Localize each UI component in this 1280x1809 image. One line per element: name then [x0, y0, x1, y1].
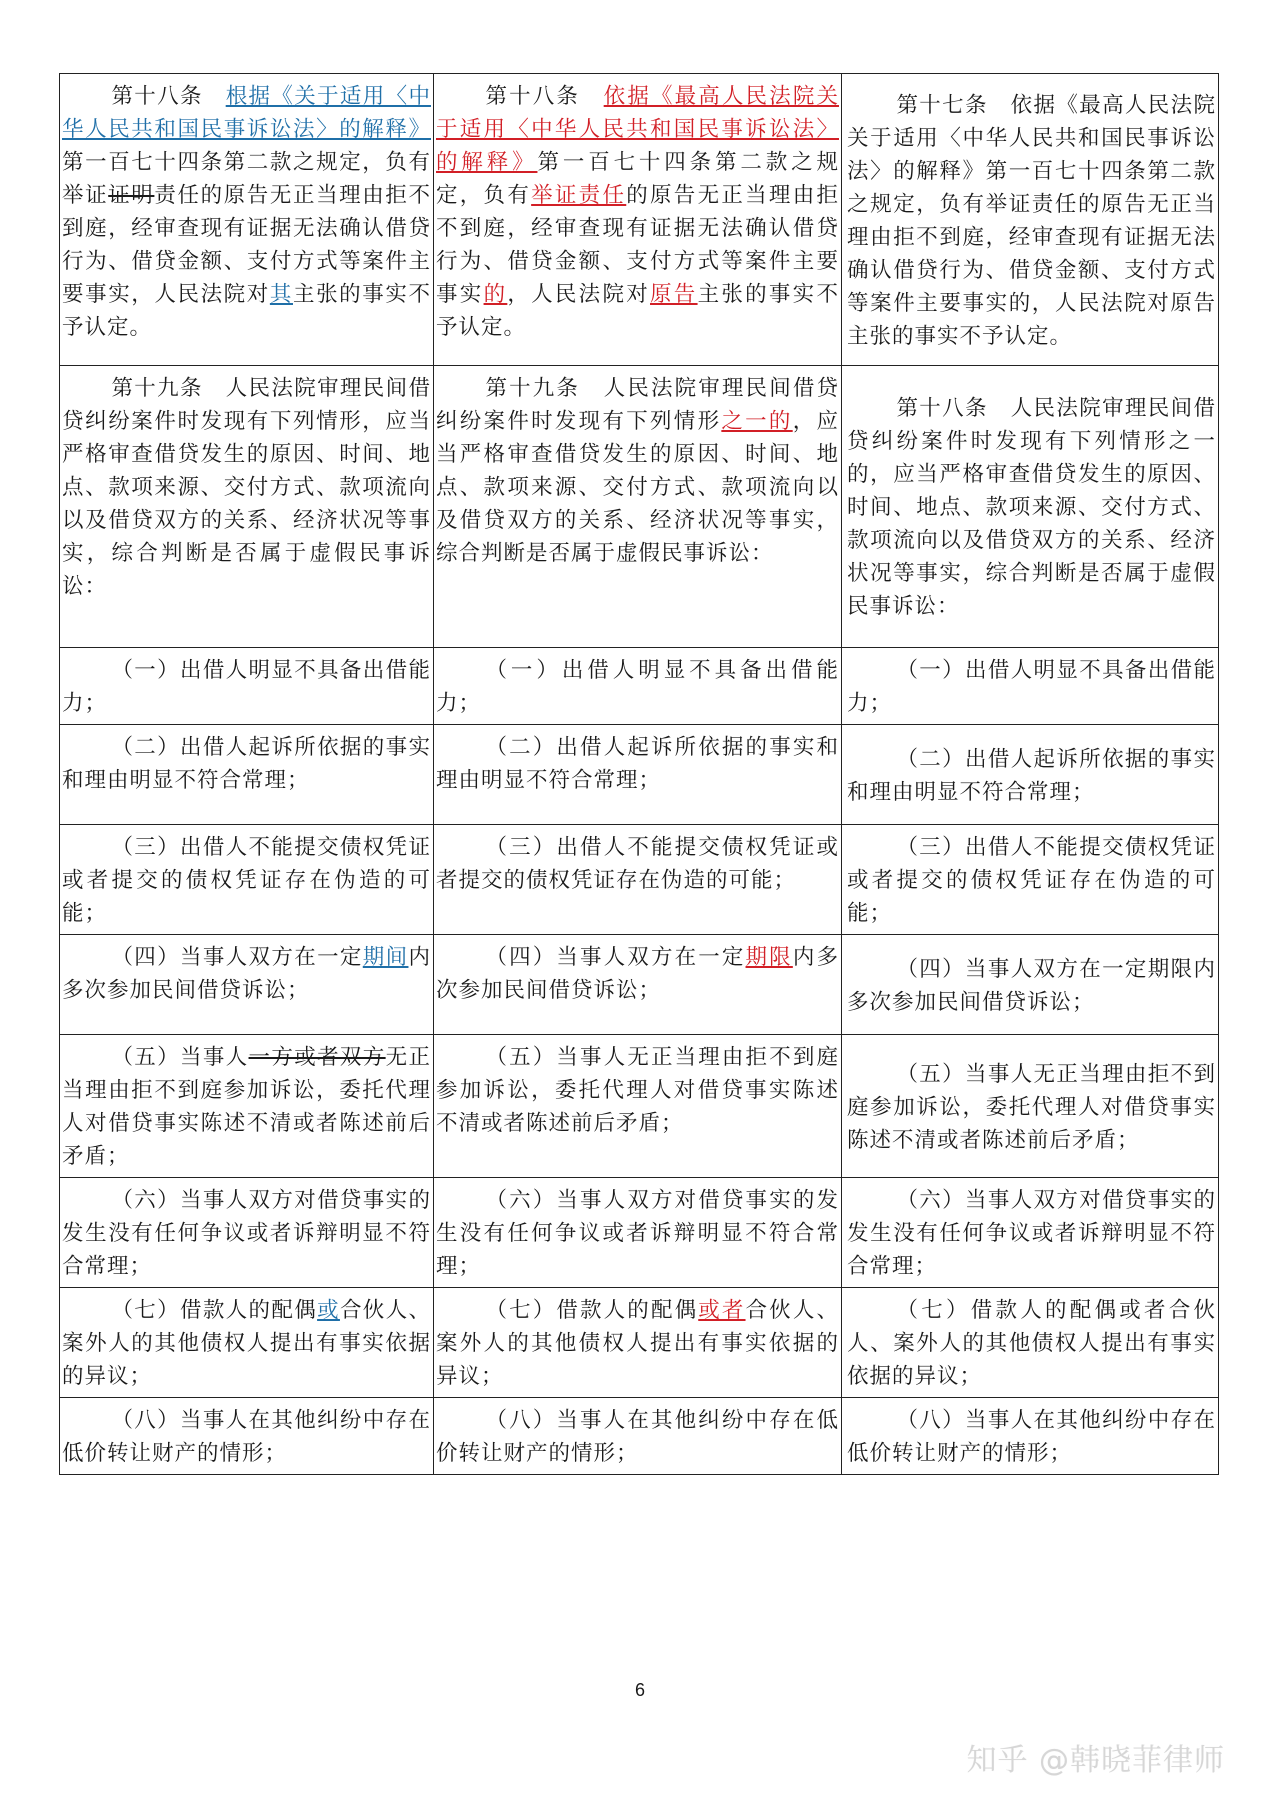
old-draft-cell [60, 1178, 434, 1288]
revised-cell [434, 1398, 842, 1475]
revised-cell [434, 935, 842, 1035]
text-segment-red: 举证责任 [531, 183, 627, 208]
final-text-cell [842, 1288, 1219, 1398]
text-segment: 第十九条 人民法院审理民间借贷纠纷案件时发现有下列情形 [436, 376, 839, 434]
old-draft-cell [60, 648, 434, 725]
old-draft-cell [60, 1288, 434, 1398]
table-row [60, 366, 1219, 648]
old-draft-cell [60, 1035, 434, 1178]
final-text-cell [842, 74, 1219, 366]
text-segment: 第十八条 [485, 84, 604, 109]
text-segment: （五）当事人无正当理由拒不到庭参加诉讼，委托代理人对借贷事实陈述不清或者陈述前后矛盾； [847, 1061, 1216, 1153]
revised-cell [434, 825, 842, 935]
text-segment: 责任的原告无正当理由拒不到庭，经审查现有证据无法确认借贷行为、借贷金额、支付方式等案件主要事实，人民法院对 [62, 183, 431, 307]
final-text-cell [842, 366, 1219, 648]
text-segment: （六）当事人双方对借贷事实的发生没有任何争议或者诉辩明显不符合常理； [847, 1188, 1216, 1279]
text-segment: （一）出借人明显不具备出借能力； [436, 658, 839, 716]
text-segment-strike: 证明 [108, 183, 155, 208]
table-row [60, 825, 1219, 935]
old-draft-cell [60, 366, 434, 648]
text-segment: （四）当事人双方在一定 [485, 945, 746, 970]
text-segment: （四）当事人双方在一定 [111, 945, 363, 970]
final-text-cell [842, 725, 1219, 825]
text-segment: （六）当事人双方对借贷事实的发生没有任何争议或者诉辩明显不符合常理； [436, 1188, 839, 1279]
table-row [60, 935, 1219, 1035]
text-segment-red: 原告 [650, 282, 698, 307]
text-segment: （二）出借人起诉所依据的事实和理由明显不符合常理； [436, 735, 839, 793]
table-row [60, 1398, 1219, 1475]
text-segment-red: 的 [483, 282, 508, 307]
old-draft-cell [60, 935, 434, 1035]
text-segment: 合伙人、案外人的其他债权人提出有事实依据的异议； [62, 1298, 431, 1389]
final-text-cell [842, 825, 1219, 935]
text-segment: ，人民法院对 [507, 282, 651, 307]
text-segment: （三）出借人不能提交债权凭证或者提交的债权凭证存在伪造的可能； [62, 835, 431, 926]
text-segment: 第十七条 依据《最高人民法院关于适用〈中华人民共和国民事诉讼法〉的解释》第一百七十四条第二款之规定，负有举证责任的原告无正当理由拒不到庭，经审查现有证据无法确认借贷行为、借贷金额、支付方式等案件主要事实的，人民法院对原告主张的事实不予认定。 [847, 92, 1216, 349]
text-segment: （四）当事人双方在一定期限内多次参加民间借贷诉讼； [847, 956, 1216, 1015]
text-segment: （一）出借人明显不具备出借能力； [847, 658, 1216, 716]
text-segment: 的原告无正当理由拒不到庭，经审查现有证据无法确认借贷行为、借贷金额、支付方式等案件主要事实 [436, 183, 839, 307]
text-segment-red: 或者 [698, 1298, 746, 1323]
table-row [60, 1035, 1219, 1178]
final-text-cell [842, 935, 1219, 1035]
text-segment: 第十八条 [111, 84, 226, 109]
text-segment: （五）当事人无正当理由拒不到庭参加诉讼，委托代理人对借贷事实陈述不清或者陈述前后矛盾； [436, 1045, 839, 1136]
old-draft-cell [60, 1398, 434, 1475]
table-row [60, 74, 1219, 366]
comparison-table [59, 73, 1219, 1475]
text-segment: 第一百七十四条第二款之规定，负有 [436, 150, 839, 208]
final-text-cell [842, 1178, 1219, 1288]
text-segment: 第十八条 人民法院审理民间借贷纠纷案件时发现有下列情形之一的，应当严格审查借贷发生的原因、时间、地点、款项来源、交付方式、款项流向以及借贷双方的关系、经济状况等事实，综合判断是否属于虚假民事诉讼： [847, 396, 1216, 619]
text-segment: （六）当事人双方对借贷事实的发生没有任何争议或者诉辩明显不符合常理； [62, 1188, 431, 1279]
text-segment-blue: 其 [269, 282, 293, 307]
text-segment: 内多次参加民间借贷诉讼； [62, 945, 431, 1003]
text-segment: 第十九条 人民法院审理民间借贷纠纷案件时发现有下列情形，应当严格审查借贷发生的原因、时间、地点、款项来源、交付方式、款项流向以及借贷双方的关系、经济状况等事实，综合判断是否属于虚假民事诉讼： [62, 376, 431, 599]
revised-cell [434, 648, 842, 725]
old-draft-cell [60, 74, 434, 366]
revised-cell [434, 1288, 842, 1398]
text-segment: 内多次参加民间借贷诉讼； [436, 945, 839, 1003]
final-text-cell [842, 1398, 1219, 1475]
text-segment: （七）借款人的配偶 [485, 1298, 699, 1323]
text-segment: （五）当事人 [111, 1045, 249, 1070]
text-segment: （一）出借人明显不具备出借能力； [62, 658, 431, 716]
watermark: 知乎 @韩晓菲律师 [966, 1743, 1225, 1778]
revised-cell [434, 74, 842, 366]
final-text-cell [842, 1035, 1219, 1178]
page-number: 6 [634, 1680, 645, 1700]
text-segment-red: 期限 [745, 945, 793, 970]
revised-cell [434, 366, 842, 648]
text-segment: （二）出借人起诉所依据的事实和理由明显不符合常理； [62, 735, 431, 793]
text-segment: 第一百七十四条第二款之规定，负有举证 [62, 150, 431, 208]
text-segment-strike: 一方或者双方 [248, 1045, 386, 1070]
table-row [60, 648, 1219, 725]
text-segment: （七）借款人的配偶 [111, 1298, 318, 1323]
text-segment: （八）当事人在其他纠纷中存在低价转让财产的情形； [847, 1408, 1216, 1466]
text-segment: 无正当理由拒不到庭参加诉讼，委托代理人对借贷事实陈述不清或者陈述前后矛盾； [62, 1045, 431, 1169]
table-row [60, 1178, 1219, 1288]
table-row [60, 725, 1219, 825]
text-segment: （三）出借人不能提交债权凭证或者提交的债权凭证存在伪造的可能； [436, 835, 839, 893]
text-segment: ，应当严格审查借贷发生的原因、时间、地点、款项来源、交付方式、款项流向以及借贷双方的关系、经济状况等事实，综合判断是否属于虚假民事诉讼： [436, 409, 839, 566]
final-text-cell [842, 648, 1219, 725]
revised-cell [434, 1035, 842, 1178]
old-draft-cell [60, 725, 434, 825]
text-segment: （八）当事人在其他纠纷中存在低价转让财产的情形； [62, 1408, 431, 1466]
table-row [60, 1288, 1219, 1398]
text-segment: 合伙人、案外人的其他债权人提出有事实依据的异议； [436, 1298, 839, 1389]
text-segment: 主张的事实不予认定。 [62, 282, 431, 340]
comparison-table-body [60, 74, 1219, 1475]
text-segment: （三）出借人不能提交债权凭证或者提交的债权凭证存在伪造的可能； [847, 835, 1216, 926]
text-segment-blue: 期间 [362, 945, 409, 970]
text-segment: （七）借款人的配偶或者合伙人、案外人的其他债权人提出有事实依据的异议； [847, 1298, 1216, 1389]
text-segment-blue: 或 [317, 1298, 340, 1323]
text-segment: （二）出借人起诉所依据的事实和理由明显不符合常理； [847, 746, 1216, 805]
text-segment: 主张的事实不予认定。 [436, 282, 839, 340]
text-segment-red: 依据《最高人民法院关于适用〈中华人民共和国民事诉讼法〉的解释》 [436, 84, 839, 175]
old-draft-cell [60, 825, 434, 935]
revised-cell [434, 725, 842, 825]
text-segment-red: 之一的 [721, 409, 793, 434]
revised-cell [434, 1178, 842, 1288]
text-segment-blue: 根据《关于适用〈中华人民共和国民事诉讼法〉的解释》 [62, 84, 431, 142]
text-segment: （八）当事人在其他纠纷中存在低价转让财产的情形； [436, 1408, 839, 1466]
